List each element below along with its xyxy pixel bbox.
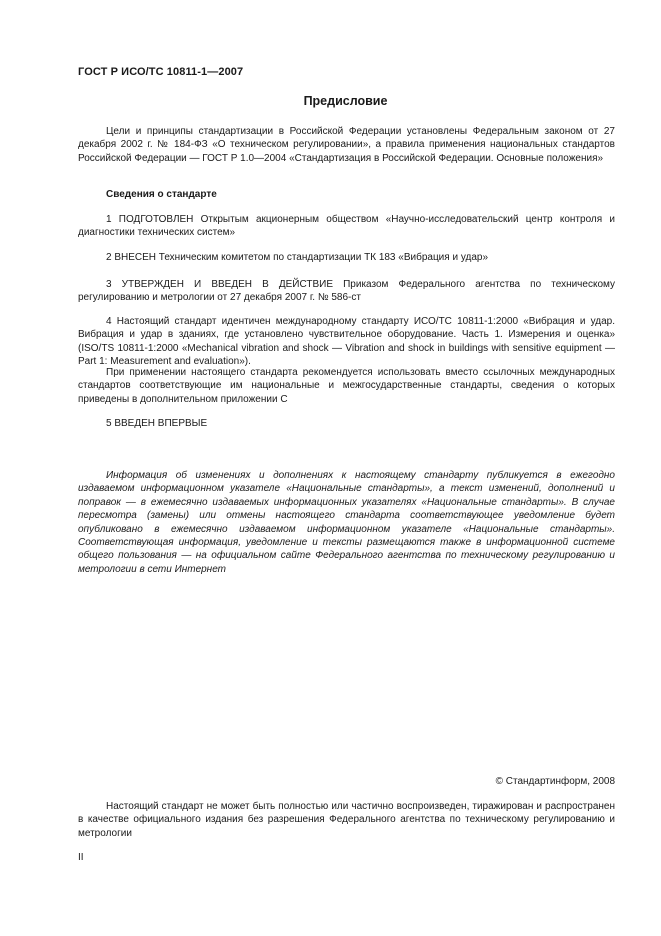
list-item-5: 5 ВВЕДЕН ВПЕРВЫЕ — [106, 418, 208, 429]
list-item-4-note: При применении настоящего стандарта рекомендуется использовать вместо ссылочных международных стандартов соответствующие им национальные и межгосударственные стандарты, сведения о которых приведены в дополнительном приложении С — [78, 367, 615, 405]
intro-paragraph: Цели и принципы стандартизации в Российской Федерации установлены Федеральным законом от 27 декабря 2002 г. № 184-ФЗ «О техническом регулировании», а правила применения национальных стандартов Российской Федерации — ГОСТ Р 1.0—2004 «Стандартизация в Российской Федерации. Основные положения» — [78, 126, 615, 164]
document-header: ГОСТ Р ИСО/ТС 10811-1—2007 — [78, 66, 244, 78]
page-title: Предисловие — [303, 94, 388, 108]
copyright-notice: © Стандартинформ, 2008 — [495, 776, 615, 787]
list-item-4: 4 Настоящий стандарт идентичен международному стандарту ИСО/ТС 10811-1:2000 «Вибрация и удар. Вибрация и удар в зданиях, где установлено чувствительное оборудование. Часть 1. Измерения и оценка» (ISO/TS 10811-1:2000 «Mechanical vibration and shock — Vibration and shock in buildings with sensitive equipment — Part 1: Measurement and evaluation»). — [78, 316, 615, 368]
page-number: II — [78, 852, 84, 863]
notice-paragraph: Информация об изменениях и дополнениях к настоящему стандарту публикуется в ежегодно издаваемом информационном указателе «Национальные стандарты», а текст изменений, дополнений и поправок — в ежемесячно издаваемых информационных указателях «Национальные стандарты». В случае пересмотра (замены) или отмены настоящего стандарта соответствующее уведомление будет опубликовано в ежемесячно издаваемом информационном указателе «Национальные стандарты». Соответствующая информация, уведомление и тексты размещаются также в информационной системе общего пользования — на официальном сайте Федерального агентства по техническому регулированию и метрологии в сети Интернет — [78, 470, 615, 575]
list-item-3: 3 УТВЕРЖДЕН И ВВЕДЕН В ДЕЙСТВИЕ Приказом Федерального агентства по техническому регулированию и метрологии от 27 декабря 2007 г. № 586-ст — [78, 279, 615, 304]
reproduction-note: Настоящий стандарт не может быть полностью или частично воспроизведен, тиражирован и распространен в качестве официального издания без разрешения Федерального агентства по техническому регулированию и метрологии — [78, 801, 615, 839]
list-item-2: 2 ВНЕСЕН Техническим комитетом по стандартизации ТК 183 «Вибрация и удар» — [106, 252, 489, 263]
section-heading: Сведения о стандарте — [106, 189, 217, 200]
list-item-1: 1 ПОДГОТОВЛЕН Открытым акционерным обществом «Научно-исследовательский центр контроля и диагностики технических систем» — [78, 214, 615, 239]
